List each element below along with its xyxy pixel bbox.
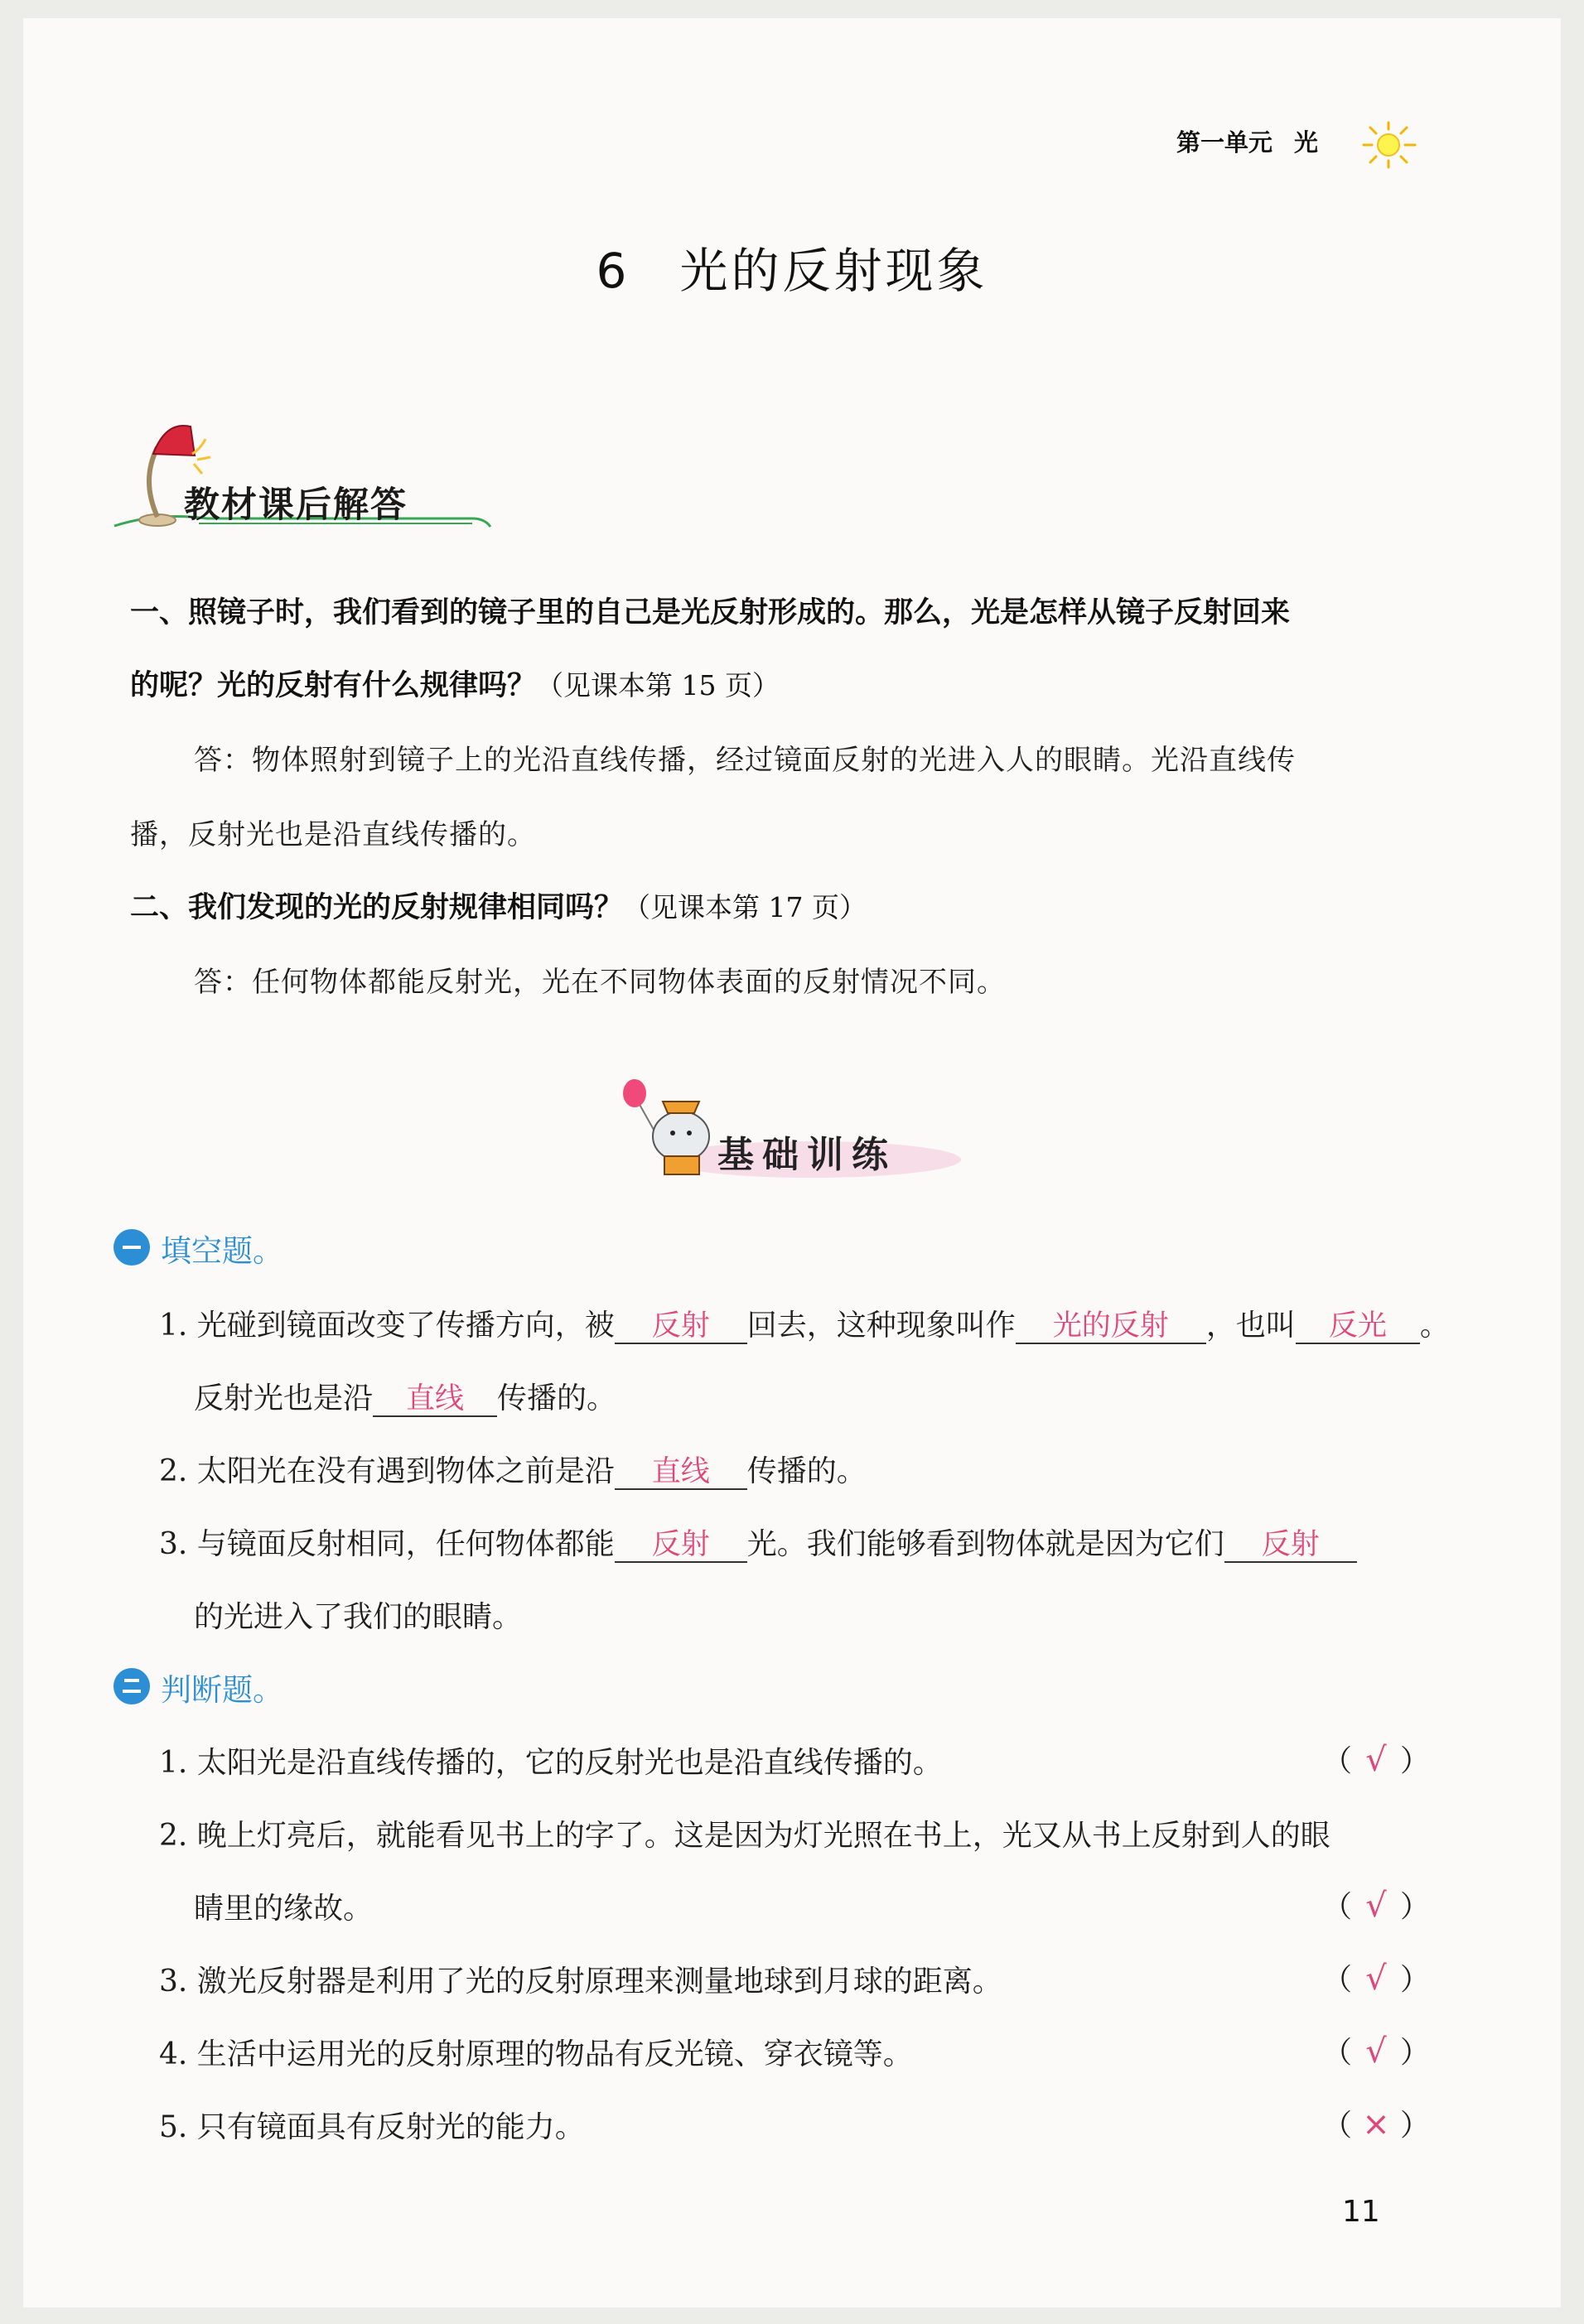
judge-item-2-text-2: 睛里的缘故。 xyxy=(194,1892,374,1926)
fill-item-1-answer-2: 光的反射 xyxy=(1016,1309,1206,1344)
fill-item-3-answer-2: 反射 xyxy=(1224,1528,1357,1563)
judge-item-1-answer: √ xyxy=(1365,1741,1387,1779)
fill-item-2-text-1: 2. 太阳光在没有遇到物体之前是沿 xyxy=(159,1454,615,1488)
section-title-textbook-answers: 教材课后解答 xyxy=(184,485,408,526)
judge-item-2-text: 2. 晚上灯亮后，就能看见书上的字了。这是因为灯光照在书上，光又从书上反射到人的眼 xyxy=(159,1819,1330,1853)
fill-item-3-answer-1: 反射 xyxy=(615,1528,747,1563)
question-1-line-1: 一、照镜子时，我们看到的镜子里的自己是光反射形成的。那么，光是怎样从镜子反射回来 xyxy=(130,596,1291,629)
fill-item-2-answer-1: 直线 xyxy=(615,1455,747,1490)
part-two-badge-icon xyxy=(113,1668,150,1704)
unit-header xyxy=(1176,124,1340,158)
judge-item-4-text: 4. 生活中运用光的反射原理的物品有反光镜、穿衣镜等。 xyxy=(159,2037,913,2071)
fill-item-3-line-1 xyxy=(159,1521,1357,1563)
answer-1-line-1: 答：物体照射到镜子上的光沿直线传播，经过镜面反射的光进入人的眼睛。光沿直线传 xyxy=(194,744,1296,777)
judge-item-4-answer: √ xyxy=(1365,2032,1387,2071)
fill-item-1-text-5: 反射光也是沿 xyxy=(194,1381,374,1415)
fill-item-3-line-2: 的光进入了我们的眼睛。 xyxy=(194,1600,523,1634)
judge-item-2-answer-box: （ √ ） xyxy=(1322,1887,1431,1925)
fill-item-1-line-1 xyxy=(159,1302,1450,1344)
fill-item-1-line-2 xyxy=(194,1375,616,1417)
judge-item-5-text: 5. 只有镜面具有反射光的能力。 xyxy=(159,2110,585,2144)
unit-topic: 光 xyxy=(1294,128,1319,157)
judge-item-5-answer: × xyxy=(1362,2105,1390,2143)
fill-item-1-text-2: 回去，这种现象叫作 xyxy=(746,1309,1016,1343)
fill-item-3-text-2: 光。我们能够看到物体就是因为它们 xyxy=(746,1527,1224,1561)
judge-item-5-answer-box: （ × ） xyxy=(1322,2105,1431,2143)
fill-item-1-answer-4: 直线 xyxy=(373,1382,497,1417)
judge-item-1-answer-box: （ √ ） xyxy=(1322,1741,1431,1779)
lesson-number: 6 xyxy=(596,243,630,299)
part-one-label: 填空题。 xyxy=(161,1233,283,1269)
question-2 xyxy=(130,885,867,926)
judge-item-3-answer-box: （ √ ） xyxy=(1322,1960,1431,1998)
lesson-name: 光的反射现象 xyxy=(679,243,988,299)
question-1-text: 的呢？光的反射有什么规律吗？ xyxy=(130,669,537,702)
fill-item-3-text-1: 3. 与镜面反射相同，任何物体都能 xyxy=(159,1527,615,1561)
part-two-label: 判断题。 xyxy=(161,1672,283,1708)
part-one-badge-icon xyxy=(113,1229,150,1266)
fill-item-1-text-4: 。 xyxy=(1419,1309,1450,1343)
fill-item-1-text-3: ，也叫 xyxy=(1205,1309,1296,1343)
judge-item-1-text: 1. 太阳光是沿直线传播的，它的反射光也是沿直线传播的。 xyxy=(159,1746,943,1780)
question-2-text: 二、我们发现的光的反射规律相同吗？ xyxy=(130,891,624,924)
answer-1-line-2: 播，反射光也是沿直线传播的。 xyxy=(130,818,536,851)
fill-item-1-text-1: 1. 光碰到镜面改变了传播方向，被 xyxy=(159,1309,615,1343)
answer-2-line-1: 答：任何物体都能反射光，光在不同物体表面的反射情况不同。 xyxy=(194,966,1006,999)
fill-item-1-answer-1: 反射 xyxy=(615,1309,747,1344)
judge-item-4-answer-box: （ √ ） xyxy=(1322,2032,1431,2071)
section-title-basic-training: 基础训练 xyxy=(717,1134,896,1176)
lesson-title xyxy=(0,232,1584,301)
page-number: 11 xyxy=(1342,2195,1380,2229)
fill-item-2-text-2: 传播的。 xyxy=(746,1454,867,1488)
judge-item-2-answer: √ xyxy=(1365,1887,1387,1925)
judge-item-3-text: 3. 激光反射器是利用了光的反射原理来测量地球到月球的距离。 xyxy=(159,1965,1002,1999)
question-1-line-2 xyxy=(130,663,780,704)
question-2-reference: （见课本第 17 页） xyxy=(623,891,867,923)
fill-item-1-answer-3: 反光 xyxy=(1296,1309,1420,1344)
unit-label: 第一单元 xyxy=(1176,128,1273,157)
sun-icon xyxy=(1355,116,1422,174)
fill-item-2 xyxy=(159,1448,867,1490)
question-1-reference: （见课本第 15 页） xyxy=(536,669,780,702)
judge-item-3-answer: √ xyxy=(1365,1960,1387,1998)
fill-item-1-text-6: 传播的。 xyxy=(497,1381,617,1415)
